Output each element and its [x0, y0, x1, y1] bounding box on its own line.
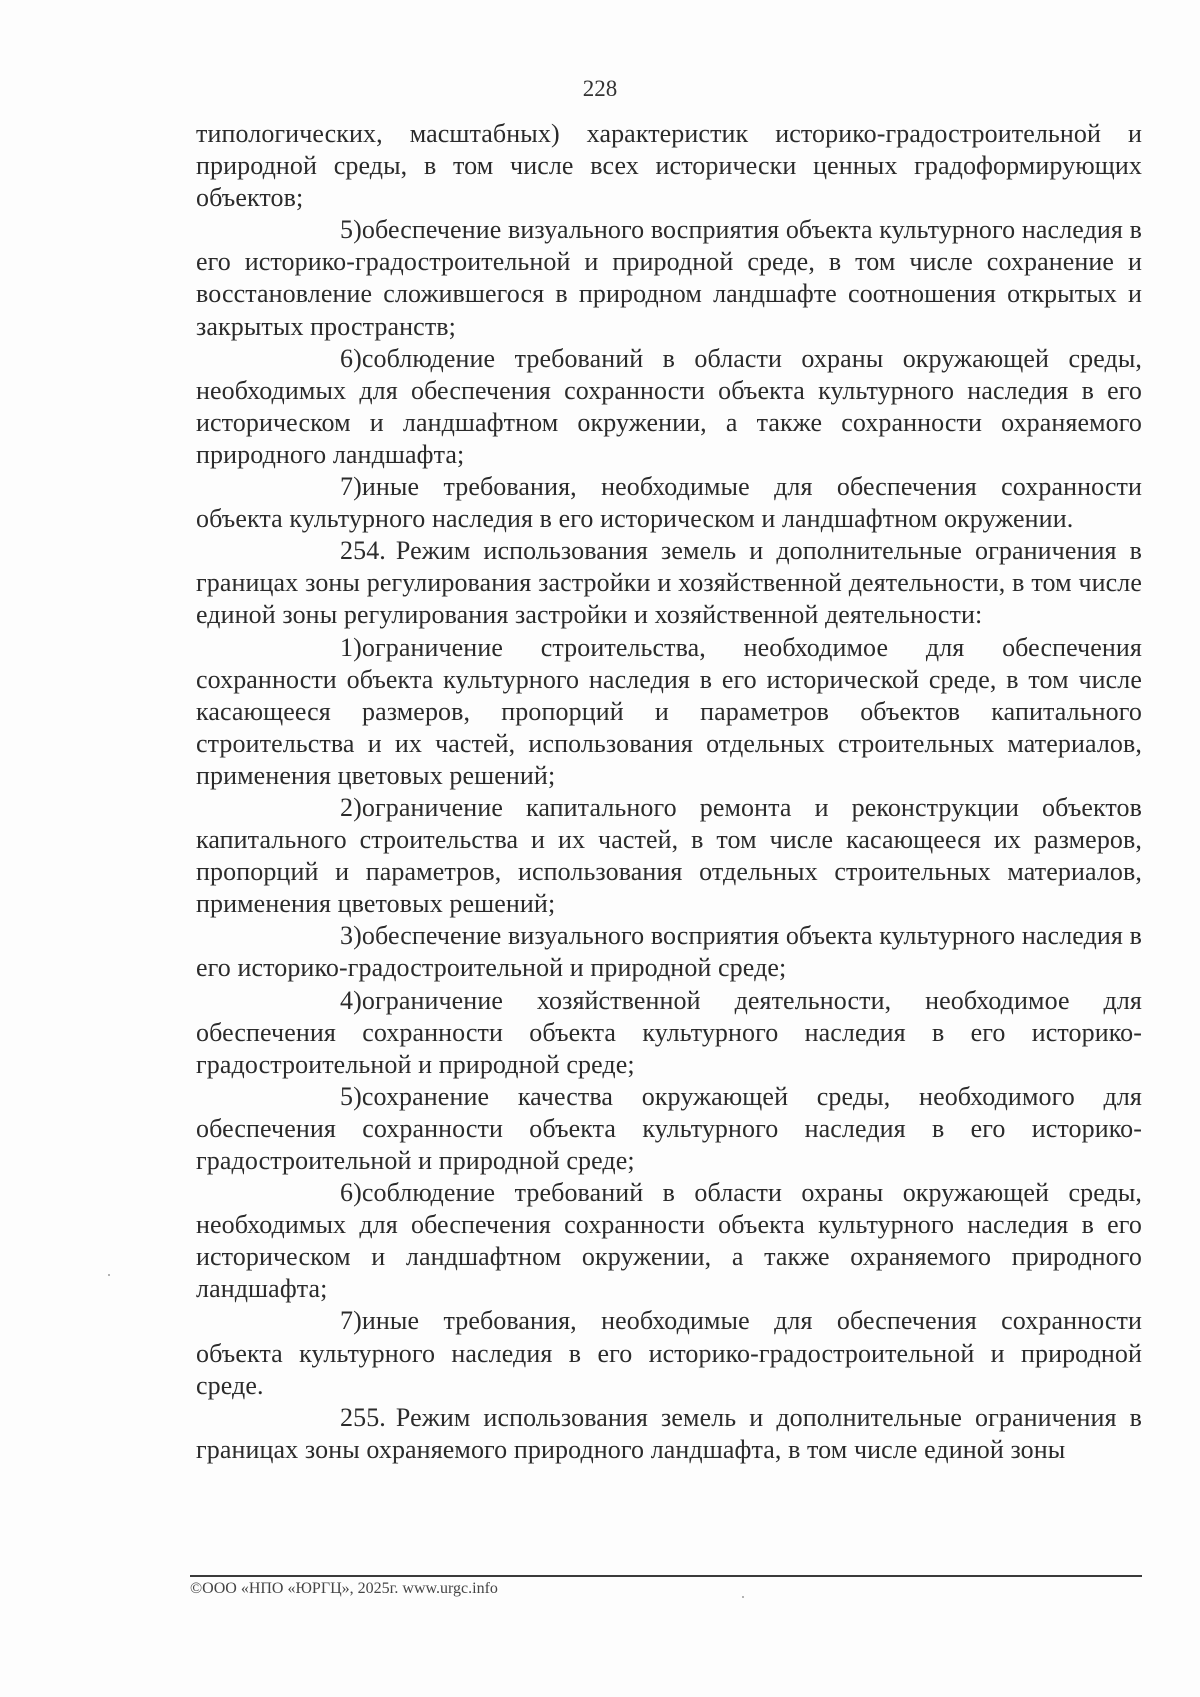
item-number: 4) [340, 985, 362, 1015]
clause-number: 254. [340, 536, 386, 566]
paragraph-text: иные требования, необходимые для обеспечения сохранности объекта культурного наследия в его историко-градостроительной и природной среде. [196, 1306, 1142, 1400]
item-number: 6) [340, 1178, 362, 1208]
item-number: 5) [340, 1081, 362, 1111]
list-item [196, 920, 1142, 984]
item-number: 7) [340, 472, 362, 502]
paragraph-text: сохранение качества окружающей среды, необходимого для обеспечения сохранности объекта культурного наследия в его историко-градостроительной и природной среде; [196, 1081, 1142, 1175]
scan-speck [108, 1274, 110, 1276]
paragraph-text: ограничение хозяйственной деятельности, необходимое для обеспечения сохранности объекта культурного наследия в его историко-градостроительной и природной среде; [196, 985, 1142, 1079]
list-item [196, 1177, 1142, 1305]
list-item [196, 471, 1142, 535]
paragraph-text: иные требования, необходимые для обеспечения сохранности объекта культурного наследия в его историческом и ландшафтном окружении. [196, 472, 1142, 534]
list-item [196, 214, 1142, 342]
list-item [196, 343, 1142, 471]
list-item [196, 632, 1142, 792]
item-number: 5) [340, 215, 362, 245]
clause-paragraph [196, 1402, 1142, 1466]
item-number: 1) [340, 632, 362, 662]
list-item [196, 792, 1142, 920]
paragraph-text: Режим использования земель и дополнительные ограничения в границах зоны охраняемого природного ландшафта, в том числе единой зоны [196, 1402, 1142, 1464]
paragraph-text: ограничение капитального ремонта и реконструкции объектов капитального строительства и их частей, в том числе касающееся их размеров, пропорций и параметров, использования отдельных строительных материалов, применения цветовых решений; [196, 792, 1142, 919]
clause-number: 255. [340, 1402, 386, 1432]
paragraph-text: обеспечение визуального восприятия объекта культурного наследия в его историко-градостроительной и природной среде, в том числе сохранение и восстановление сложившегося в природном ландшафте соотношения открытых и закрытых пространств; [196, 215, 1142, 341]
document-body [196, 118, 1142, 1466]
footer-divider [190, 1575, 1142, 1577]
paragraph-text: соблюдение требований в области охраны окружающей среды, необходимых для обеспечения сохранности объекта культурного наследия в его историческом и ландшафтном окружении, а также охраняемого природного ландшафта; [196, 1178, 1142, 1304]
item-number: 7) [340, 1306, 362, 1336]
item-number: 6) [340, 343, 362, 373]
clause-paragraph [196, 535, 1142, 631]
paragraph-text: Режим использования земель и дополнительные ограничения в границах зоны регулирования застройки и хозяйственной деятельности, в том числе единой зоны регулирования застройки и хозяйственной деятельности: [196, 536, 1142, 630]
paragraph-continuation [196, 118, 1142, 214]
list-item [196, 1305, 1142, 1401]
paragraph-text: типологических, масштабных) характеристик историко-градостроительной и природной среды, в том числе всех исторически ценных градоформирующих объектов; [196, 119, 1142, 213]
paragraph-text: обеспечение визуального восприятия объекта культурного наследия в его историко-градостроительной и природной среде; [196, 921, 1142, 983]
paragraph-text: соблюдение требований в области охраны окружающей среды, необходимых для обеспечения сохранности объекта культурного наследия в его историческом и ландшафтном окружении, а также сохранности охраняемого природного ландшафта; [196, 343, 1142, 469]
page-number: 228 [582, 76, 618, 101]
list-item [196, 1081, 1142, 1177]
item-number: 3) [340, 921, 362, 951]
paragraph-text: ограничение строительства, необходимое для обеспечения сохранности объекта культурного наследия в его исторической среде, в том числе касающееся размеров, пропорций и параметров объектов капитального строительства и их частей, использования отдельных строительных материалов, применения цветовых решений; [196, 632, 1142, 790]
list-item [196, 985, 1142, 1081]
scan-speck [742, 1596, 744, 1598]
item-number: 2) [340, 792, 362, 822]
footer-copyright: ©ООО «НПО «ЮРГЦ», 2025г. www.urgc.info [190, 1580, 498, 1597]
